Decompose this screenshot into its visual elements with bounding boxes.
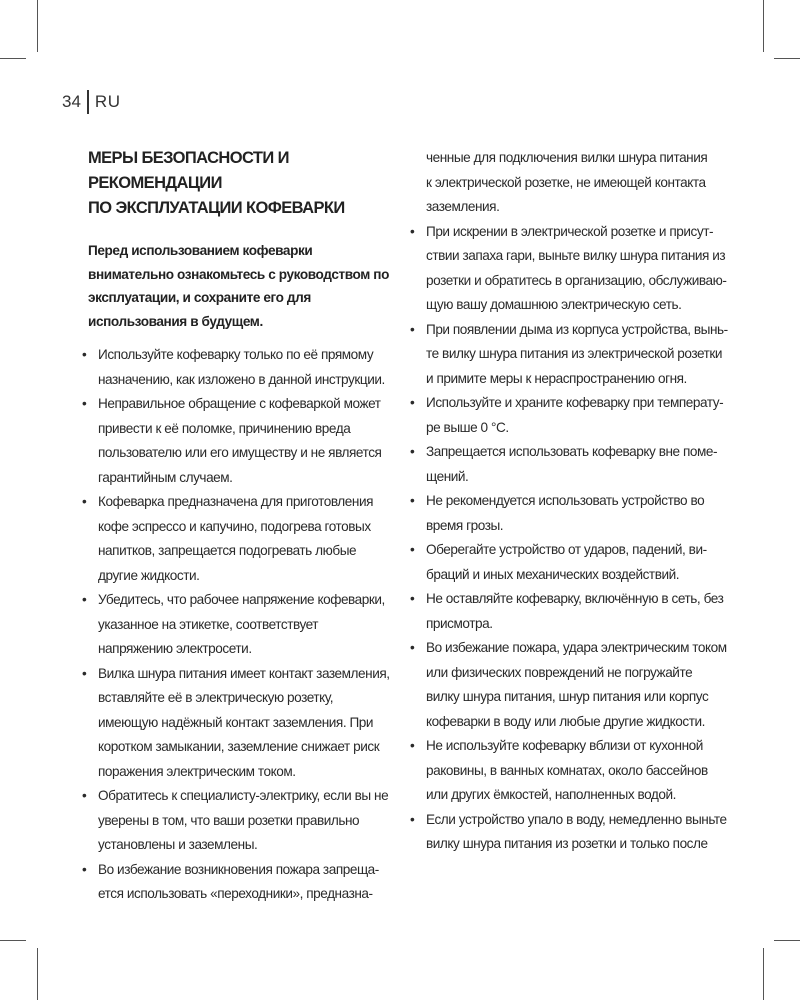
language-label: RU	[94, 92, 121, 111]
crop-mark-top-right	[763, 0, 764, 52]
crop-mark-bottom-left-h	[0, 940, 26, 941]
crop-mark-top-left-h	[0, 58, 26, 59]
list-item: • При искрении в электрической розетке и присут- ствии запаха гари, выньте вилку шнура питания из розетки и обратитесь в организацию, обслуживаю- щую вашу домашнюю электрическую сеть.	[410, 223, 727, 312]
right-column	[410, 146, 732, 857]
crop-mark-bottom-right-h	[774, 940, 800, 941]
header-divider	[87, 90, 89, 114]
list-item: • Не используйте кофеварку вблизи от кухонной раковины, в ванных комнатах, около бассейнов или других ёмкостей, наполненных водой.	[410, 738, 708, 802]
list-item: • Убедитесь, что рабочее напряжение кофеварки, указанное на этикетке, соответствует напряжению электросети.	[82, 592, 385, 656]
intro-paragraph: Перед использованием кофеварки внимательно ознакомьтесь с руководством по эксплуатации, и сохраните его для использования в будущем.	[88, 243, 389, 329]
left-list	[78, 343, 396, 907]
page-header	[62, 90, 120, 114]
list-item: • Не рекомендуется использовать устройство во время грозы.	[410, 493, 705, 533]
list-item: • Не оставляйте кофеварку, включённую в сеть, без присмотра.	[410, 591, 724, 631]
right-list	[410, 220, 732, 857]
list-item: • Вилка шнура питания имеет контакт заземления, вставляйте её в электрическую розетку, имеющую надёжный контакт заземления. При коротком замыкании, заземление снижает риск поражения электрическим током.	[82, 665, 390, 779]
crop-mark-bottom-right	[763, 948, 764, 1000]
list-item: • Во избежание возникновения пожара запреща- ется использовать «переходники», предназна-	[82, 861, 379, 901]
list-item: • Используйте кофеварку только по её прямому назначению, как изложено в данной инструкции.	[82, 347, 385, 387]
list-item: • Неправильное обращение с кофеваркой может привести к её поломке, причинению вреда пользователю или его имуществу и не является гарантийным случаем.	[82, 396, 382, 485]
list-item: • Запрещается использовать кофеварку вне поме- щений.	[410, 444, 718, 484]
crop-mark-top-left	[37, 0, 38, 52]
list-item: • Оберегайте устройство от ударов, падений, ви- браций и иных механических воздействий.	[410, 542, 707, 582]
list-item: • Используйте и храните кофеварку при температу- ре выше 0 °С.	[410, 395, 724, 435]
crop-mark-top-right-h	[774, 58, 800, 59]
left-column	[78, 146, 396, 907]
section-title: МЕРЫ БЕЗОПАСНОСТИ И РЕКОМЕНДАЦИИ ПО ЭКСПЛУАТАЦИИ КОФЕВАРКИ	[88, 149, 345, 217]
list-item: • Обратитесь к специалисту-электрику, если вы не уверены в том, что ваши розетки правильно установлены и заземлены.	[82, 788, 389, 852]
list-item: • Во избежание пожара, удара электрическим током или физических повреждений не погружайте вилку шнура питания, шнур питания или корпус кофеварки в воду или любые другие жидкости.	[410, 640, 727, 729]
list-item: • Кофеварка предназначена для приготовления кофе эспрессо и капучино, подогрева готовых напитков, запрещается подогревать любые другие жидкости.	[82, 494, 373, 583]
continued-text: ченные для подключения вилки шнура питания к электрической розетке, не имеющей контакта заземления.	[426, 150, 708, 214]
page-number: 34	[62, 92, 81, 111]
list-item: • Если устройство упало в воду, немедленно выньте вилку шнура питания из розетки и только после	[410, 811, 727, 851]
crop-mark-bottom-left	[37, 948, 38, 1000]
list-item: • При появлении дыма из корпуса устройства, вынь- те вилку шнура питания из электрической розетки и примите меры к нераспространению огня.	[410, 321, 728, 386]
